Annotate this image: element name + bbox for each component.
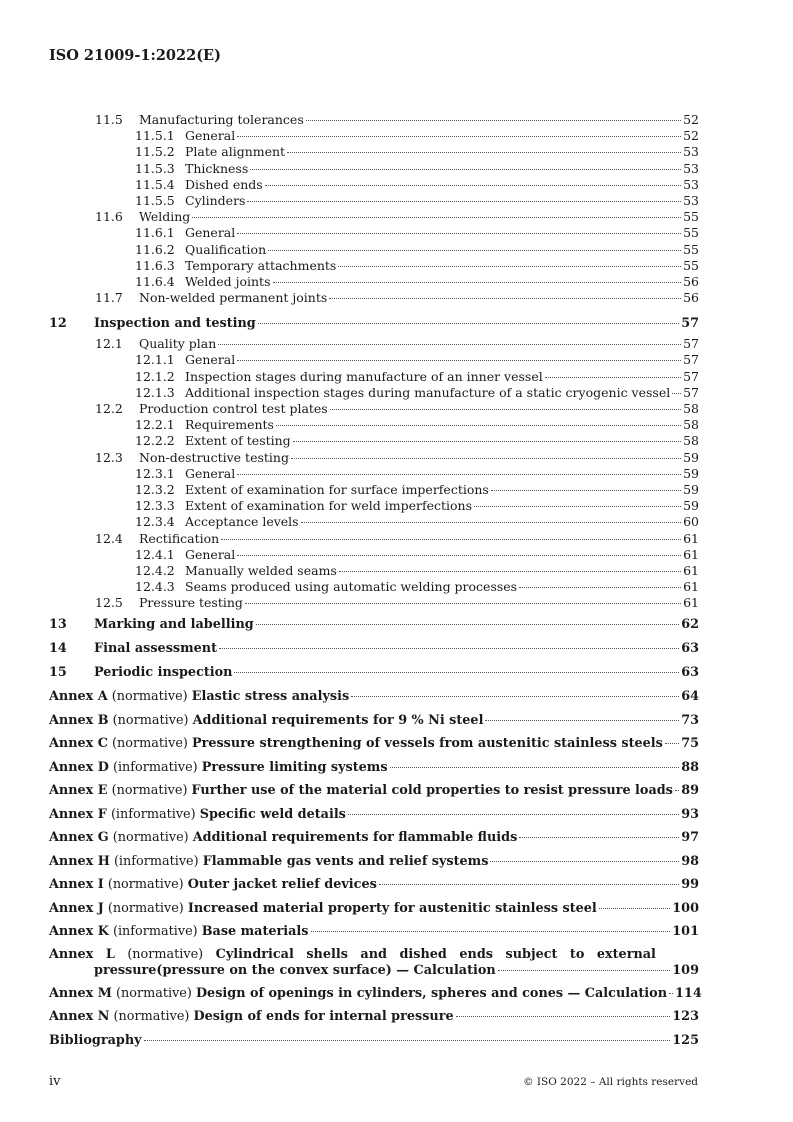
toc-page: 59 [683,465,699,481]
page-number: iv [49,1074,61,1089]
toc-number: 12.4.3 [135,579,175,595]
toc-page: 52 [683,128,699,144]
annex-id: Annex F [49,806,107,822]
toc-page: 63 [681,641,699,657]
toc-page: 56 [683,273,699,289]
toc-number: 11.5.2 [135,144,175,160]
annex-id: Annex M [49,985,112,1001]
dot-leader [265,185,681,186]
toc-entry[interactable] [49,242,699,258]
toc-number: 11.6.3 [135,257,175,273]
toc-title: Extent of testing [185,433,291,449]
annex-type: (normative) [113,1009,190,1025]
toc-page: 75 [681,736,699,752]
toc-annex[interactable] [49,732,699,756]
toc-number: 15 [49,665,67,681]
dot-leader [301,522,682,523]
toc-entry[interactable] [49,177,699,193]
annex-type: (normative) [111,783,188,799]
dot-leader [250,169,681,170]
annex-type: (informative) [112,759,198,775]
annex-id: Annex D [49,759,109,775]
toc-title: Flammable gas vents and relief systems [202,853,489,869]
toc-title: General [185,465,236,481]
toc-number: 11.5.1 [135,128,175,144]
toc-page: 52 [683,112,699,127]
toc-page: 123 [672,1009,699,1025]
dot-leader [306,120,681,121]
annex-type: (normative) [116,985,192,1001]
toc-entry[interactable] [49,595,699,611]
toc-number: 13 [49,617,67,633]
toc-entry[interactable] [49,193,699,209]
toc-number: 12.1.2 [135,368,175,384]
toc-title: Rectification [139,530,220,546]
toc-title: Acceptance levels [185,514,299,530]
toc-number: 11.6 [95,209,123,225]
toc-annex[interactable] [49,709,699,733]
toc-entry[interactable] [49,450,699,466]
toc-entry[interactable] [49,225,699,241]
dot-leader [268,250,681,251]
toc-title: General [185,128,236,144]
dot-leader [519,587,681,588]
toc-annexes-a-k [49,685,699,944]
annex-l-word: and [360,946,387,962]
annex-l-word: subject [505,946,558,962]
toc-page: 97 [681,830,699,846]
dot-leader [329,298,681,299]
toc-title: Seams produced using automatic welding processes [185,579,518,595]
annex-id: Annex A [49,689,108,705]
toc-title: Requirements [185,417,274,433]
toc-title: Cylinders [185,192,246,208]
toc-page: 57 [683,368,699,384]
dot-leader [498,970,671,971]
dot-leader [669,993,673,994]
toc-title: Qualification [185,241,267,257]
toc-title: Design of openings in cylinders, spheres and cones — Calculation [195,985,668,1001]
toc-section-12 [49,336,699,611]
dot-leader [456,1016,671,1017]
dot-leader [237,474,681,475]
annex-type: (informative) [112,924,198,940]
toc-number: 11.5.3 [135,160,175,176]
toc-entry[interactable] [49,161,699,177]
toc-entry[interactable] [49,498,699,514]
toc-title: Manufacturing tolerances [139,112,304,127]
toc-title: Additional requirements for flammable fluids [192,830,518,846]
toc-page: 114 [675,985,702,1001]
annex-l-word: dished [399,946,447,962]
annex-l-word: shells [306,946,348,962]
toc-page: 59 [683,498,699,514]
toc-number: 12.3 [95,449,123,465]
toc-number: 12.2.1 [135,417,175,433]
toc-number: 12.3.4 [135,514,175,530]
toc-page: 61 [683,562,699,578]
toc-title: Pressure strengthening of vessels from austenitic stainless steels [191,736,663,752]
toc-number: 12.4 [95,530,123,546]
toc-title-cont: pressure(pressure on the convex surface) — Calculation [94,962,496,978]
toc-number: 12.3.1 [135,465,175,481]
toc-annex[interactable] [49,920,699,944]
toc-entry[interactable] [49,531,699,547]
dot-leader [256,624,679,625]
toc-number: 11.6.4 [135,273,175,289]
toc-annex[interactable] [49,803,699,827]
toc-entry[interactable] [49,482,699,498]
annex-type: (normative) [107,877,184,893]
toc-entry[interactable] [49,385,699,401]
dot-leader [245,603,681,604]
toc-title: Specific weld details [199,806,346,822]
toc-title: Inspection and testing [94,316,256,332]
toc-entry[interactable] [49,352,699,368]
toc-number: 11.7 [95,290,123,306]
toc-title: General [185,546,236,562]
toc-page: 58 [683,433,699,449]
toc-title: Additional requirements for 9 % Ni steel [192,712,484,728]
dot-leader [519,837,679,838]
toc-page: 57 [683,336,699,352]
dot-leader [247,201,681,202]
toc-title: Base materials [201,924,309,940]
toc-entry[interactable] [49,547,699,563]
toc-title: Quality plan [139,336,217,352]
toc-page: 99 [681,877,699,893]
annex-l-word: L [105,946,115,962]
dot-leader [491,490,681,491]
toc-page: 61 [683,579,699,595]
annex-type: (normative) [112,712,189,728]
toc-title: Final assessment [94,641,218,657]
toc-entry[interactable] [49,466,699,482]
toc-page: 98 [681,853,699,869]
annex-type: (normative) [111,689,188,705]
dot-leader [330,409,681,410]
toc-page: 58 [683,401,699,416]
annex-l-word: ends [459,946,493,962]
dot-leader [237,233,681,234]
dot-leader [192,217,681,218]
toc-page: 88 [681,759,699,775]
toc-title: Elastic stress analysis [191,689,350,705]
dot-leader [338,266,681,267]
toc-number: 14 [49,641,67,657]
annex-id: Annex G [49,830,109,846]
dot-leader [144,1040,671,1041]
dot-leader [287,152,681,153]
toc-page: 55 [683,209,699,225]
dot-leader [258,323,679,324]
dot-leader [675,790,679,791]
toc-page: 63 [681,665,699,681]
dot-leader [485,720,679,721]
dot-leader [237,136,681,137]
dot-leader [474,506,681,507]
toc-entry[interactable] [49,514,699,530]
toc-page: 64 [681,689,699,705]
dot-leader [237,360,681,361]
toc-title: Temporary attachments [185,257,337,273]
toc-number: 12.3.2 [135,481,175,497]
toc-page: 53 [683,160,699,176]
toc-page: 109 [672,962,699,978]
toc-number: 11.6.1 [135,225,175,241]
toc-number: 12.3.3 [135,498,175,514]
toc-page: 61 [683,595,699,611]
toc-title: Welding [139,209,191,225]
toc-annex[interactable] [49,982,702,1006]
toc-annex[interactable] [49,756,699,780]
annex-id: Annex J [49,900,104,916]
toc-number: 11.6.2 [135,241,175,257]
toc-title: Production control test plates [139,401,328,416]
annex-id: Annex H [49,853,110,869]
toc-title: Further use of the material cold properties to resist pressure loads [191,783,673,799]
dot-leader [218,344,681,345]
toc-title: Extent of examination for weld imperfections [185,498,473,514]
toc-number: 12.1.3 [135,384,175,400]
toc-page: 62 [681,617,699,633]
toc-chapters-13-15 [49,613,699,685]
toc-title: Design of ends for internal pressure [193,1009,454,1025]
annex-id: Annex C [49,736,108,752]
toc-number: 12.1.1 [135,352,175,368]
annex-id: Annex K [49,924,109,940]
toc-page: 61 [683,546,699,562]
toc-page: 55 [683,225,699,241]
toc-entry[interactable] [49,336,699,352]
toc-title: Increased material property for austenitic stainless steel [187,900,597,916]
toc-title: Non-destructive testing [139,449,289,465]
toc-title: Dished ends [185,176,263,192]
toc-bibliography[interactable] [49,1029,699,1053]
toc-title: Outer jacket relief devices [187,877,377,893]
toc-page: 60 [683,514,699,530]
annex-l-word: external [596,946,656,962]
toc-chapter[interactable] [49,613,699,637]
dot-leader [293,441,681,442]
toc-annex-l[interactable] [49,947,699,979]
toc-title: Inspection stages during manufacture of an inner vessel [185,368,543,384]
toc-page: 59 [683,449,699,465]
toc-number: 12.4.2 [135,562,175,578]
toc-title: Thickness [185,160,249,176]
toc-title: Plate alignment [185,144,286,160]
dot-leader [234,672,679,673]
toc-page: 100 [672,900,699,916]
toc-chapter-12[interactable] [49,312,699,336]
toc-page: 57 [683,352,699,368]
dot-leader [237,555,681,556]
toc-page: 53 [683,176,699,192]
annex-type: (normative) [112,830,189,846]
dot-leader [672,393,681,394]
toc-page: 125 [672,1032,699,1048]
toc-entry[interactable] [49,433,699,449]
toc-annex[interactable] [49,873,699,897]
dot-leader [348,814,679,815]
dot-leader [390,767,680,768]
toc-annexes-m-n [49,982,702,1029]
toc-entry[interactable] [49,563,699,579]
dot-leader [219,648,679,649]
toc-page: 57 [683,384,699,400]
toc-number: 12 [49,316,67,332]
toc-annex[interactable] [49,1005,699,1029]
toc-page: 57 [681,316,699,332]
toc-page: 53 [683,144,699,160]
dot-leader [665,743,679,744]
toc-section-11 [49,112,699,306]
toc-page: 56 [683,290,699,306]
toc-title: Pressure testing [139,595,243,611]
toc-entry[interactable] [49,258,699,274]
toc-title: Marking and labelling [94,617,254,633]
toc-entry[interactable] [49,274,699,290]
toc-title: Manually welded seams [185,562,337,578]
toc-entry[interactable] [49,290,699,306]
dot-leader [545,377,681,378]
annex-id: Annex I [49,877,104,893]
toc-title: Bibliography [49,1032,142,1048]
toc-number: 11.5 [95,112,123,127]
dot-leader [311,931,671,932]
toc-annex[interactable] [49,850,699,874]
toc-entry[interactable] [49,369,699,385]
annex-l-word: Cylindrical [215,946,294,962]
toc-entry[interactable] [49,209,699,225]
toc-annex[interactable] [49,779,699,803]
toc-entry[interactable] [49,417,699,433]
toc-title: Pressure limiting systems [201,759,388,775]
dot-leader [339,571,681,572]
annex-l-word: to [569,946,585,962]
toc-entry[interactable] [49,144,699,160]
annex-id: Annex N [49,1009,110,1025]
toc-page: 53 [683,192,699,208]
toc-page: 59 [683,481,699,497]
toc-page: 89 [681,783,699,799]
dot-leader [273,282,682,283]
toc-number: 12.2 [95,401,123,416]
toc-chapter[interactable] [49,637,699,661]
toc-annex[interactable] [49,826,699,850]
toc-entry[interactable] [49,128,699,144]
toc-entry[interactable] [49,112,699,128]
toc-number: 11.5.4 [135,176,175,192]
toc-number: 12.5 [95,595,123,611]
toc-title: Extent of examination for surface imperfections [185,481,489,497]
dot-leader [379,884,679,885]
toc-title: Welded joints [185,273,271,289]
toc-title: General [185,225,236,241]
toc-number: 12.1 [95,336,123,352]
dot-leader [291,458,681,459]
dot-leader [276,425,681,426]
annex-id: Annex E [49,783,108,799]
document-id: ISO 21009-1:2022(E) [49,47,221,64]
toc-chapter[interactable] [49,661,699,685]
toc-page: 55 [683,241,699,257]
toc-page: 93 [681,806,699,822]
toc-title: Additional inspection stages during manufacture of a static cryogenic vessel [185,384,671,400]
toc-title: Periodic inspection [94,665,233,681]
table-of-contents [49,112,702,1052]
annex-type: (informative) [113,853,199,869]
toc-page: 73 [681,712,699,728]
annex-id: Annex B [49,712,109,728]
toc-entry[interactable] [49,579,699,595]
dot-leader [351,696,679,697]
annex-l-word: Annex [49,946,94,962]
annex-type: (normative) [107,900,184,916]
annex-type: (normative) [112,736,188,752]
annex-type: (informative) [110,806,196,822]
toc-page: 55 [683,257,699,273]
dot-leader [221,539,681,540]
toc-page: 101 [672,924,699,940]
toc-number: 12.4.1 [135,546,175,562]
toc-page: 58 [683,417,699,433]
toc-number: 11.5.5 [135,192,175,208]
annex-l-word: (normative) [127,946,204,962]
toc-annex[interactable] [49,685,699,709]
dot-leader [599,908,670,909]
copyright-notice: © ISO 2022 – All rights reserved [523,1076,698,1088]
toc-number: 12.2.2 [135,433,175,449]
toc-title: Non-welded permanent joints [139,290,328,306]
dot-leader [490,861,679,862]
toc-title: General [185,352,236,368]
toc-entry[interactable] [49,401,699,417]
toc-annex[interactable] [49,897,699,921]
toc-page: 61 [683,530,699,546]
